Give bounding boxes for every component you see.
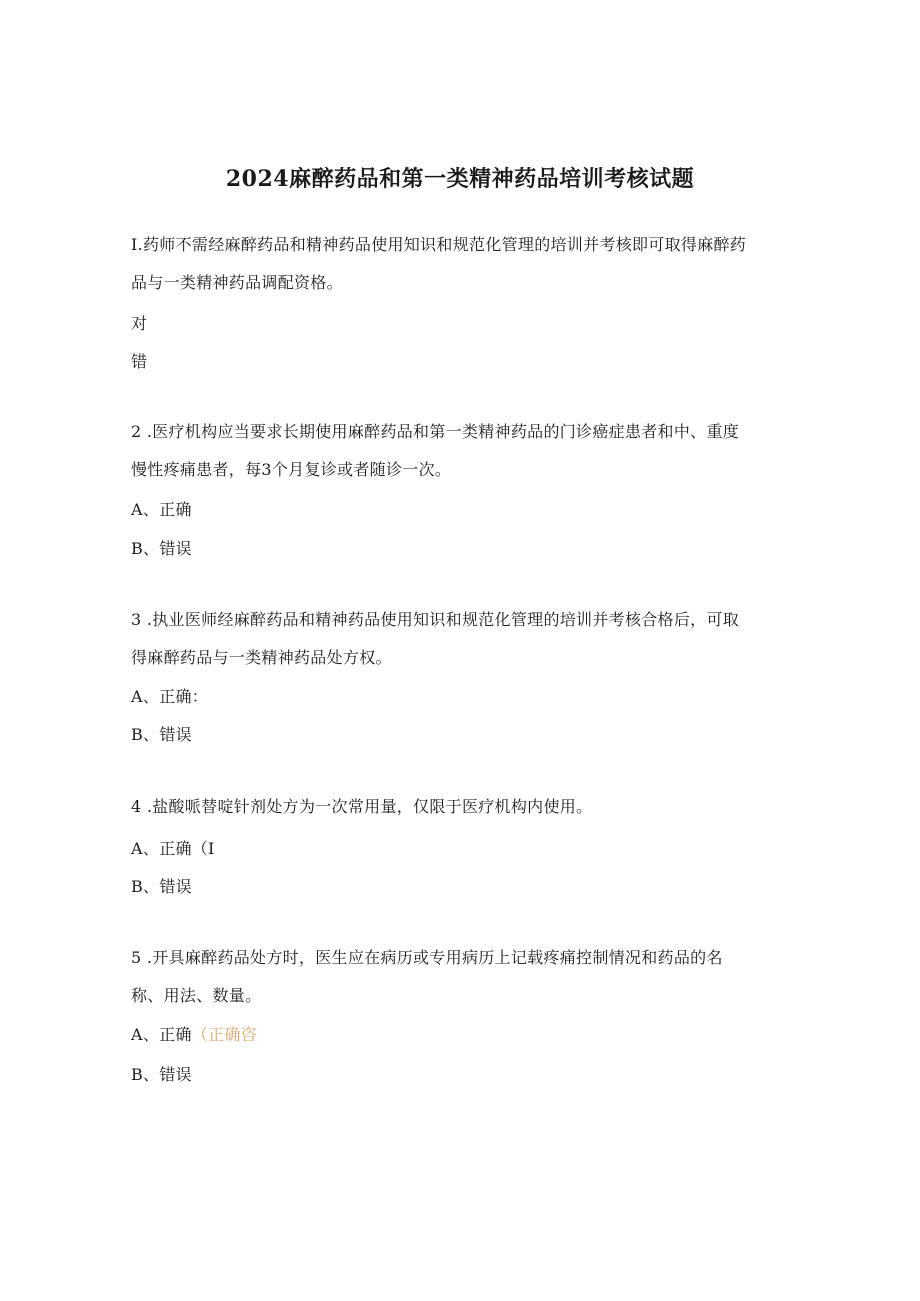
document-title: 2024麻醉药品和第一类精神药品培训考核试题	[225, 166, 695, 192]
question-4-option-a: A、正确（I	[131, 839, 215, 858]
question-5-option-a-label: A、正确	[131, 1025, 192, 1044]
question-4-text	[131, 788, 791, 826]
question-2-line-1: 2 .医疗机构应当要求长期使用麻醉药品和第一类精神药品的门诊癌症患者和中、重度	[131, 422, 740, 441]
question-5-text	[131, 939, 791, 1015]
question-4-option-b: B、错误	[131, 877, 192, 896]
question-1-option-true: 对	[131, 314, 148, 333]
question-2-line-2: 慢性疼痛患者，每3个月复诊或者随诊一次。	[131, 460, 452, 479]
question-5-option-a	[131, 1023, 257, 1047]
question-2-option-b: B、错误	[131, 539, 192, 558]
question-2-text	[131, 413, 791, 489]
question-4-line-1: 4 .盐酸哌替啶针剂处方为一次常用量，仅限于医疗机构内使用。	[131, 797, 593, 816]
question-3-option-b: B、错误	[131, 725, 192, 744]
question-5-line-2: 称、用法、数量。	[131, 986, 262, 1005]
question-3-text	[131, 601, 791, 677]
question-1-option-false: 错	[131, 352, 148, 371]
question-5-line-1: 5 .开具麻醉药品处方时，医生应在病历或专用病历上记载疼痛控制情况和药品的名	[131, 948, 723, 967]
question-1-line-1: I.药师不需经麻醉药品和精神药品使用知识和规范化管理的培训并考核即可取得麻醉药	[131, 235, 747, 254]
question-3-option-a: A、正确：	[131, 687, 209, 706]
question-3-line-2: 得麻醉药品与一类精神药品处方权。	[131, 648, 392, 667]
question-1-text	[131, 226, 791, 302]
question-1-line-2: 品与一类精神药品调配资格。	[131, 273, 343, 292]
answer-hint: （正确咨	[191, 1025, 257, 1044]
question-3-line-1: 3 .执业医师经麻醉药品和精神药品使用知识和规范化管理的培训并考核合格后，可取	[131, 610, 740, 629]
question-2-option-a: A、正确	[131, 500, 192, 519]
question-5-option-b: B、错误	[131, 1065, 192, 1084]
